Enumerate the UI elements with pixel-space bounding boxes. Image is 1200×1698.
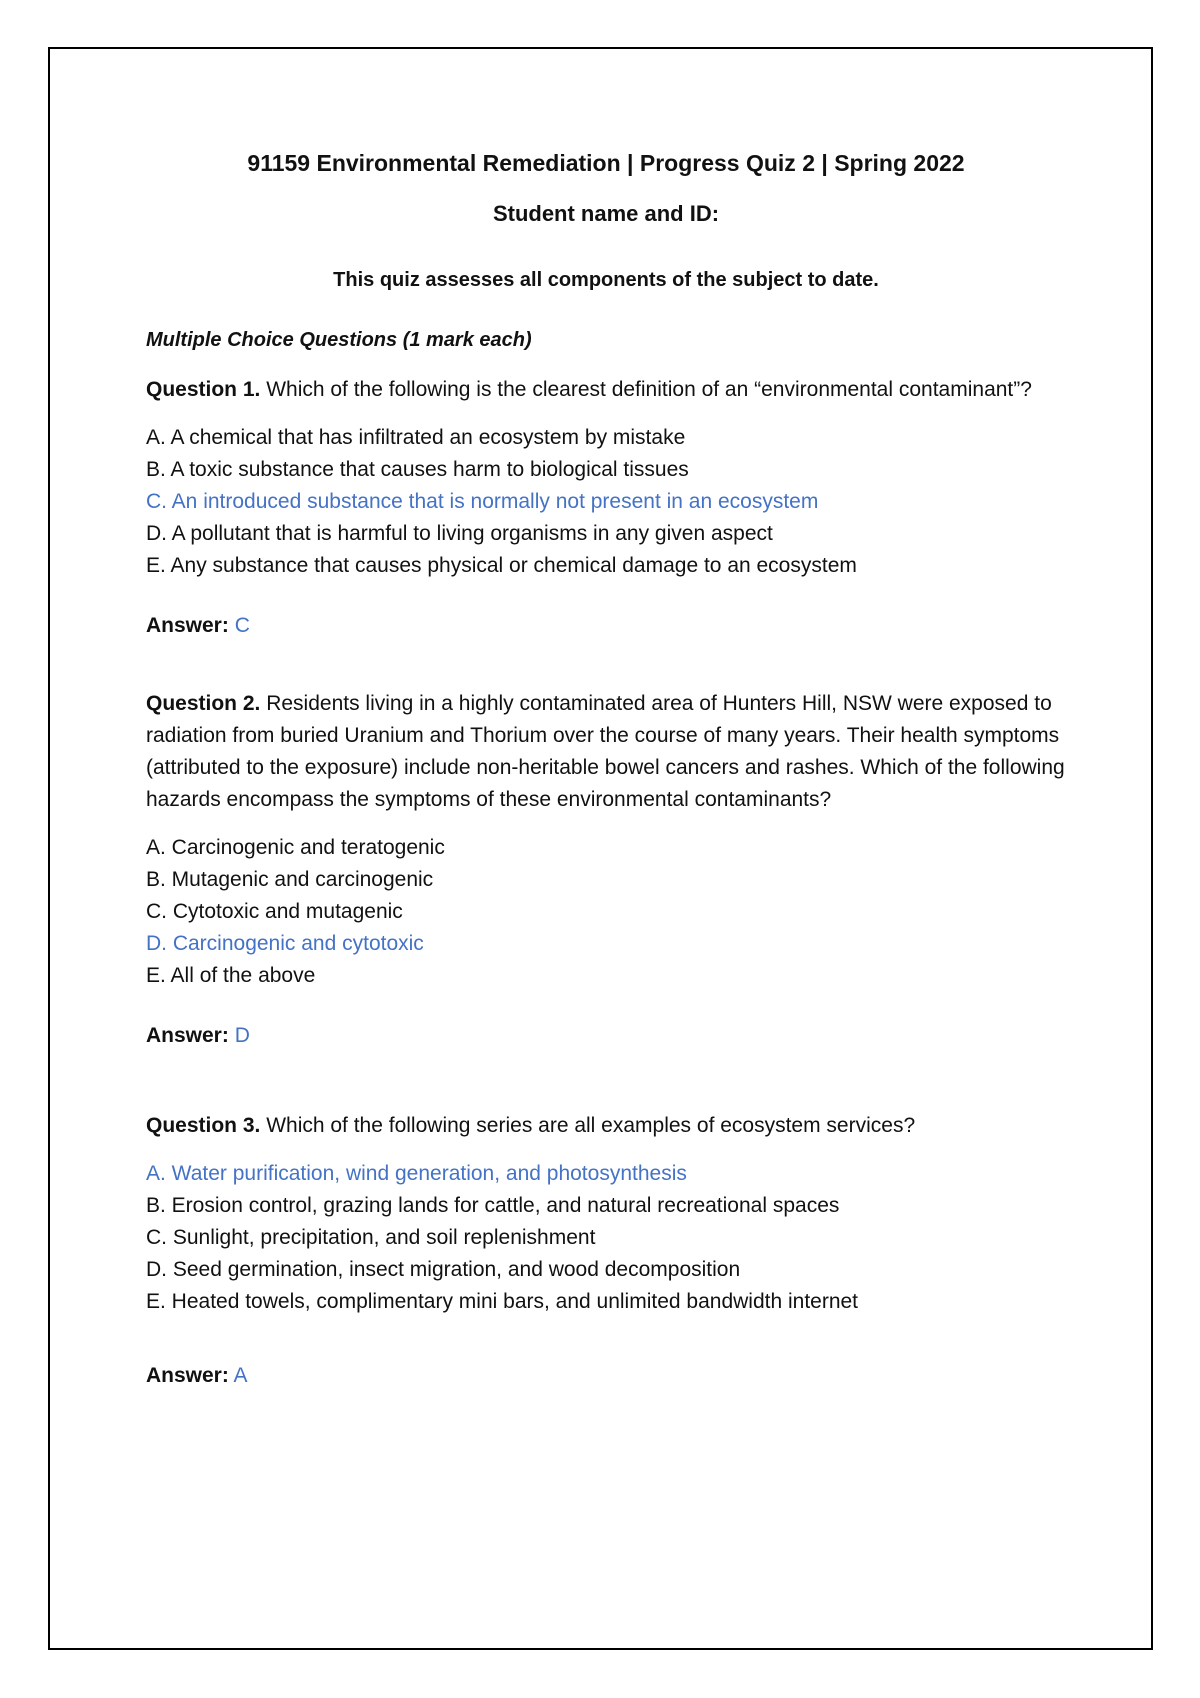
question-2-answer <box>146 1020 1066 1052</box>
question-2-label: Question 2. <box>146 692 261 715</box>
question-1-label: Question 1. <box>146 378 261 401</box>
question-3-answer <box>146 1360 1066 1392</box>
question-2-option-d: D. Carcinogenic and cytotoxic <box>146 932 424 955</box>
question-3-text <box>146 1110 1066 1142</box>
question-3-answer-label: Answer: <box>146 1364 229 1387</box>
section-heading: Multiple Choice Questions (1 mark each) <box>146 329 532 351</box>
quiz-document <box>146 140 1066 1392</box>
question-3-options <box>146 1158 1066 1318</box>
question-3-answer-value: A <box>233 1364 248 1387</box>
question-2-option-b: B. Mutagenic and carcinogenic <box>146 868 434 891</box>
question-2-options <box>146 832 1066 992</box>
question-2-answer-label: Answer: <box>146 1024 229 1047</box>
document-title: 91159 Environmental Remediation | Progress Quiz 2 | Spring 2022 <box>247 150 965 176</box>
question-2-option-a: A. Carcinogenic and teratogenic <box>146 836 445 859</box>
question-1-option-e: E. Any substance that causes physical or chemical damage to an ecosystem <box>146 554 857 577</box>
question-3-option-b: B. Erosion control, grazing lands for cattle, and natural recreational spaces <box>146 1194 840 1217</box>
question-3-body: Which of the following series are all examples of ecosystem services? <box>260 1114 916 1137</box>
question-3-option-e: E. Heated towels, complimentary mini bars, and unlimited bandwidth internet <box>146 1290 859 1313</box>
question-block-2 <box>146 688 1066 1052</box>
assessment-note: This quiz assesses all components of the subject to date. <box>333 269 879 291</box>
question-1-option-b: B. A toxic substance that causes harm to biological tissues <box>146 458 689 481</box>
question-1-option-c: C. An introduced substance that is normally not present in an ecosystem <box>146 490 819 513</box>
question-2-body: Residents living in a highly contaminated area of Hunters Hill, NSW were exposed to radiation from buried Uranium and Thorium over the course of many years. Their health symptoms (attributed to the exposure) include non-heritable bowel cancers and rashes. Which of the following hazards encompass the symptoms of these environmental contaminants? <box>146 692 1065 811</box>
question-1-answer <box>146 610 1066 642</box>
question-2-option-e: E. All of the above <box>146 964 316 987</box>
question-3-option-c: C. Sunlight, precipitation, and soil replenishment <box>146 1226 596 1249</box>
question-1-answer-label: Answer: <box>146 614 229 637</box>
question-3-option-d: D. Seed germination, insect migration, and wood decomposition <box>146 1258 741 1281</box>
question-1-option-a: A. A chemical that has infiltrated an ecosystem by mistake <box>146 426 686 449</box>
question-3-label: Question 3. <box>146 1114 261 1137</box>
question-1-option-d: D. A pollutant that is harmful to living organisms in any given aspect <box>146 522 773 545</box>
question-1-text <box>146 374 1066 406</box>
question-1-answer-value: C <box>234 614 250 637</box>
question-2-option-c: C. Cytotoxic and mutagenic <box>146 900 403 923</box>
question-2-text <box>146 688 1066 816</box>
question-1-body: Which of the following is the clearest definition of an “environmental contaminant”? <box>260 378 1032 401</box>
question-1-options <box>146 422 1066 582</box>
student-name-label: Student name and ID: <box>492 201 720 226</box>
question-3-option-a: A. Water purification, wind generation, and photosynthesis <box>146 1162 687 1185</box>
question-block-3 <box>146 1110 1066 1392</box>
question-block-1 <box>146 374 1066 642</box>
question-2-answer-value: D <box>234 1024 250 1047</box>
